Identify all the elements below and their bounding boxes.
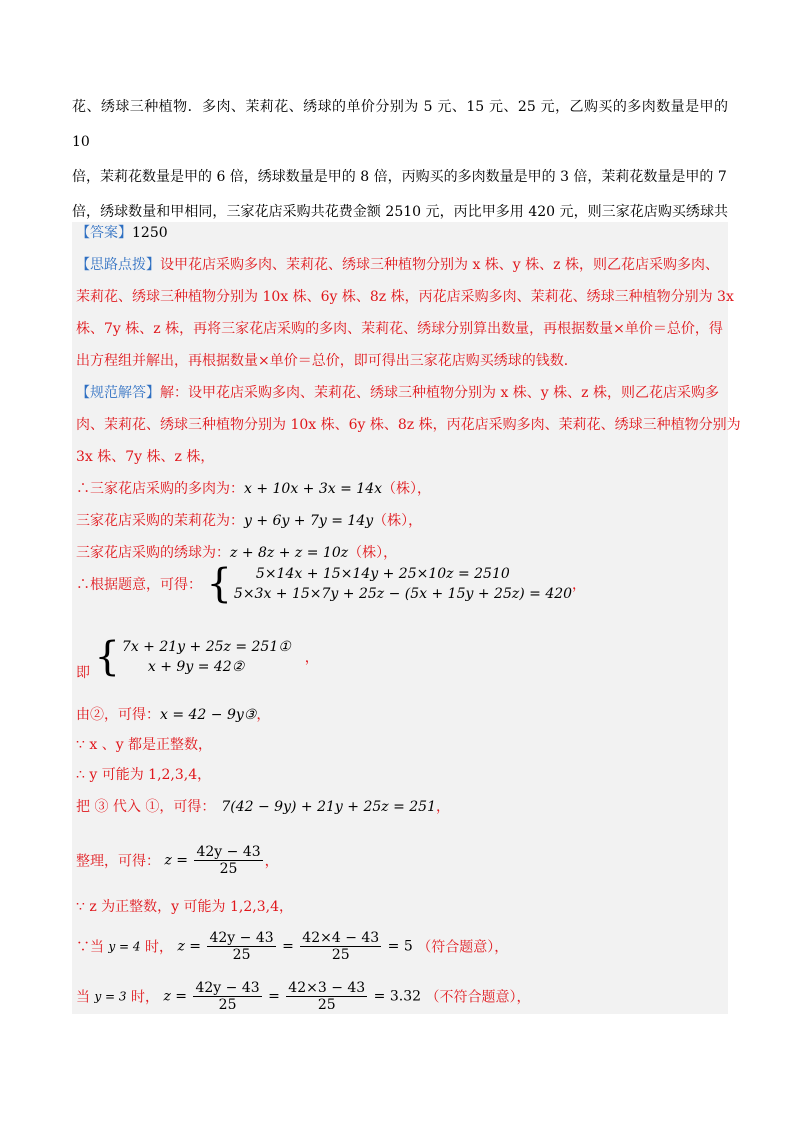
question-line: 花、绣球三种植物．多肉、茉莉花、绣球的单价分别为 5 元、15 元、25 元，乙购买的多肉数量是甲的 10 [72,99,728,150]
step-express-z: 整理，可得： z = $\frac{42y - 43}{25}$ ， [76,844,279,877]
solution-line: 【规范解答】解：设甲花店采购多肉、茉莉花、绣球三种植物分别为 x 株、y 株、z 株，则乙花店采购多 [76,385,719,401]
step-simplified-system: 即 { 7x + 21y + 25z = 251① x + 9y = 42② ， [76,634,319,681]
solution-line: 3x 株、7y 株、z 株， [76,449,215,465]
step-case-y3: 当 y = 3 时， z = $\frac{42y - 43}{25}$ = $\frac{42\times 3 - 43}{25}$ = 3.32 （不符合题意）， [76,980,531,1013]
hint-line: 株、7y 株、z 株，再将三家花店采购的多肉、茉莉花、绣球分别算出数量，再根据数量×单价＝总价，得 [76,321,723,337]
question-line: 倍，绣球数量和甲相同，三家花店采购共花费金额 2510 元，丙比甲多用 420 元，则三家花店购买绣球共 [72,204,728,220]
step-hydrangea: 三家花店采购的绣球为：z + 8z + z = 10z（株）， [76,545,398,561]
equation-system: { 7x + 21y + 25z = 251① x + 9y = 42② [94,634,291,680]
step-integer: ∵ x 、y 都是正整数， [76,737,213,753]
hint-line: 【思路点拨】设甲花店采购多肉、茉莉花、绣球三种植物分别为 x 株、y 株、z 株，则乙花店采购多肉、 [76,257,719,273]
step-substitute: 把 ③ 代入 ①，可得： 7(42 − 9y) + 21y + 25z = 251， [76,799,450,815]
fraction: $\frac{42y - 43}{25}$ [196,844,261,877]
hint-tag: 【思路点拨】 [76,257,160,273]
step-z-integer: ∵ z 为正整数，y 可能为 1,2,3,4， [76,899,293,915]
answer-value: 1250 [132,225,168,241]
step-meat: ∴三家花店采购的多肉为：x + 10x + 3x = 14x（株）， [76,481,432,497]
solution-line: 肉、茉莉花、绣球三种植物分别为 10x 株、6y 株、8z 株，丙花店采购多肉、茉莉花、绣球三种植物分别为 [76,417,741,433]
hint-line: 茉莉花、绣球三种植物分别为 10x 株、6y 株、8z 株，丙花店采购多肉、茉莉花、绣球三种植物分别为 3x [76,289,734,305]
solution-tag: 【规范解答】 [76,385,160,401]
equation-system: { 5×14x + 15×14y + 25×10z = 2510 5×3x + 15×7y + 25z − (5x + 15y + 25z) = 420 [206,561,573,607]
step-y-values: ∴ y 可能为 1,2,3,4， [76,767,212,783]
step-express-x: 由②，可得：x = 42 − 9y③， [76,707,271,723]
step-system: ∴根据题意，可得： { 5×14x + 15×14y + 25×10z = 2510 5×3x + 15×7y + 25z − (5x + 15y + 25z) = 420 ， [76,561,587,607]
hint-line: 出方程组并解出，再根据数量×单价＝总价，即可得出三家花店购买绣球的钱数． [76,353,578,369]
question-line: 倍，茉莉花数量是甲的 6 倍，绣球数量是甲的 8 倍，丙购买的多肉数量是甲的 3 倍，茉莉花数量是甲的 7 [72,169,727,185]
step-jasmine: 三家花店采购的茉莉花为：y + 6y + 7y = 14y（株）， [76,513,423,529]
answer-line [76,222,168,242]
step-case-y4: ∵当 y = 4 时， z = $\frac{42y - 43}{25}$ = $\frac{42\times 4 - 43}{25}$ = 5 （符合题意）， [76,930,509,963]
answer-tag: 【答案】 [76,225,132,241]
